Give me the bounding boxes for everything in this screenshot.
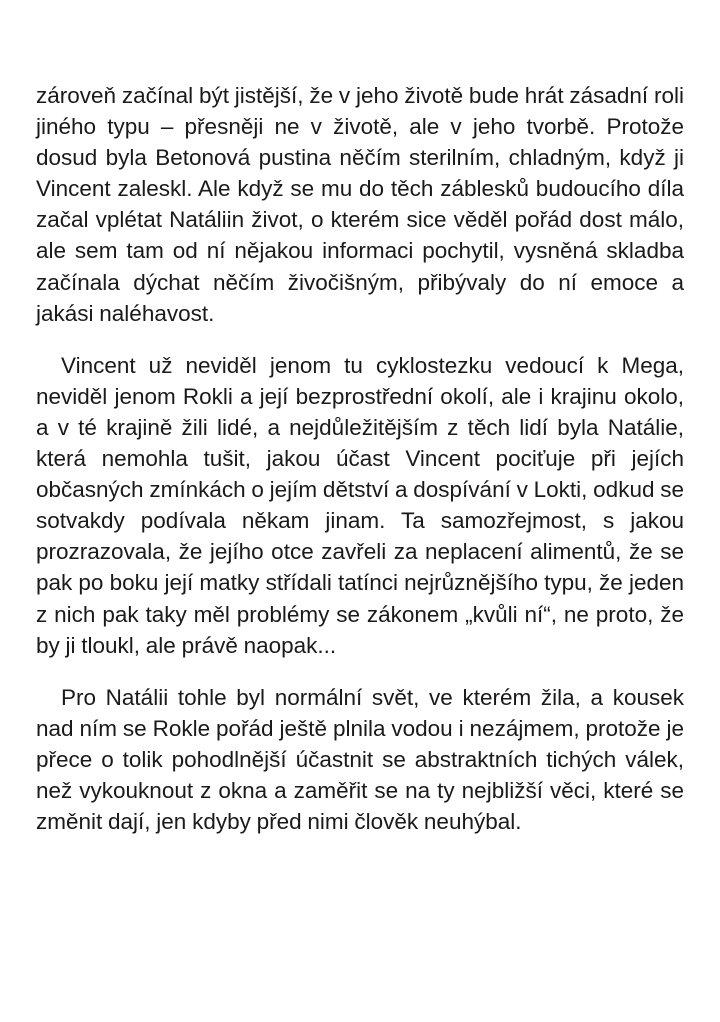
paragraph-2: Vincent už neviděl jenom tu cyklostezku vedoucí k Mega, neviděl jenom Rokli a její bezprostřední okolí, ale i krajinu okolo, a v té krajině žili lidé, a nejdůležitějším z těch lidí byla Natálie, která nemohla tušit, jakou účast Vincent pociťuje při jejích občasných zmínkách o jejím dětství a dospívání v Lokti, odkud se sotvakdy podívala někam jinam. Ta samozřejmost, s jakou prozrazovala, že jejího otce zavřeli za neplacení alimentů, že se pak po boku její matky střídali tatínci nejrůznějšího typu, že jeden z nich pak taky měl problémy se zákonem „kvůli ní“, ne proto, že by ji tloukl, ale právě naopak...	[36, 352, 684, 658]
paragraph-1: zároveň začínal být jistější, že v jeho životě bude hrát zásadní roli jiného typu – přesněji ne v životě, ale v jeho tvorbě. Protože dosud byla Betonová pustina něčím sterilním, chladným, když ji Vincent zaleskl. Ale když se mu do těch záblesků budoucího díla začal vplétat Natáliin život, o kterém sice věděl pořád dost málo, ale sem tam od ní nějakou informaci pochytil, vysněná skladba začínala dýchat něčím živočišným, přibývaly do ní emoce a jakási naléhavost.	[36, 83, 684, 326]
paragraph-3: Pro Natálii tohle byl normální svět, ve kterém žila, a kousek nad ním se Rokle pořád ještě plnila vodou i nezájmem, protože je přece o tolik pohodlnější účastnit se abstraktních tichých válek, než vykouknout z okna a zaměřit se na ty nejbližší věci, které se změnit dají, jen kdyby před nimi člověk neuhýbal.	[36, 684, 684, 835]
